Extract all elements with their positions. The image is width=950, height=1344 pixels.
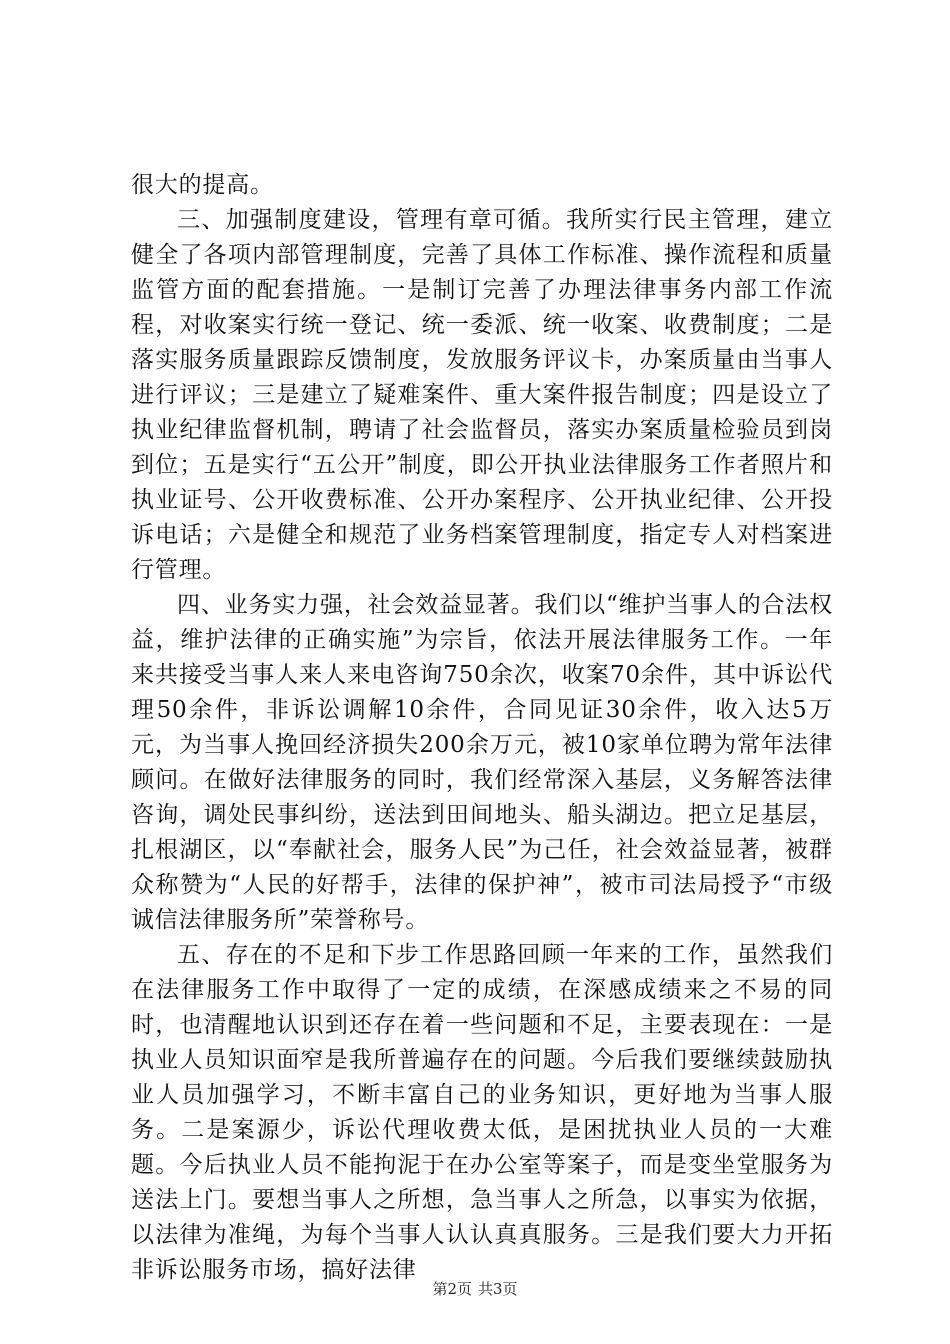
paragraph-section-3: 三、加强制度建设，管理有章可循。我所实行民主管理，建立健全了各项内部管理制度，完善了具体工作标准、操作流程和质量监管方面的配套措施。一是制订完善了办理法律事务内部工作流程，对收案实行统一登记、统一委派、统一收案、收费制度；二是落实服务质量跟踪反馈制度，发放服务评议卡，办案质量由当事人进行评议；三是建立了疑难案件、重大案件报告制度；四是设立了执业纪律监督机制，聘请了社会监督员，落实办案质量检验员到岗到位；五是实行“五公开”制度，即公开执业法律服务工作者照片和执业证号、公开收费标准、公开办案程序、公开执业纪律、公开投诉电话；六是健全和规范了业务档案管理制度，指定专人对档案进行管理。 [131, 207, 833, 583]
page-total: 共3页 [478, 1280, 518, 1298]
page-number: 第2页 [432, 1280, 472, 1298]
paragraph-section-5: 五、存在的不足和下步工作思路回顾一年来的工作，虽然我们在法律服务工作中取得了一定的成绩，在深感成绩来之不易的同时，也清醒地认识到还存在着一些问题和不足，主要表现在：一是执业人员知识面窄是我所普遍存在的问题。今后我们要继续鼓励执业人员加强学习，不断丰富自己的业务知识，更好地为当事人服务。二是案源少，诉讼代理收费太低，是困扰执业人员的一大难题。今后执业人员不能拘泥于在办公室等案子，而是变坐堂服务为送法上门。要想当事人之所想，急当事人之所急，以事实为依据，以法律为准绳，为每个当事人认认真真服务。三是我们要大力开拓非诉讼服务市场，搞好法律 [131, 942, 833, 1283]
paragraph-section-4: 四、业务实力强，社会效益显著。我们以“维护当事人的合法权益，维护法律的正确实施”为宗旨，依法开展法律服务工作。一年来共接受当事人来人来电咨询750余次，收案70余件，其中诉讼代理50余件，非诉讼调解10余件，合同见证30余件，收入达5万元，为当事人挽回经济损失200余万元，被10家单位聘为常年法律顾问。在做好法律服务的同时，我们经常深入基层，义务解答法律咨询，调处民事纠纷，送法到田间地头、船头湖边。把立足基层，扎根湖区，以“奉献社会，服务人民”为己任，社会效益显著，被群众称赞为“人民的好帮手，法律的保护神”，被市司法局授予“市级诚信法律服务所”荣誉称号。 [131, 592, 833, 933]
page-footer [0, 1279, 950, 1299]
document-body [131, 168, 833, 1288]
paragraph-continuation: 很大的提高。 [131, 172, 274, 198]
